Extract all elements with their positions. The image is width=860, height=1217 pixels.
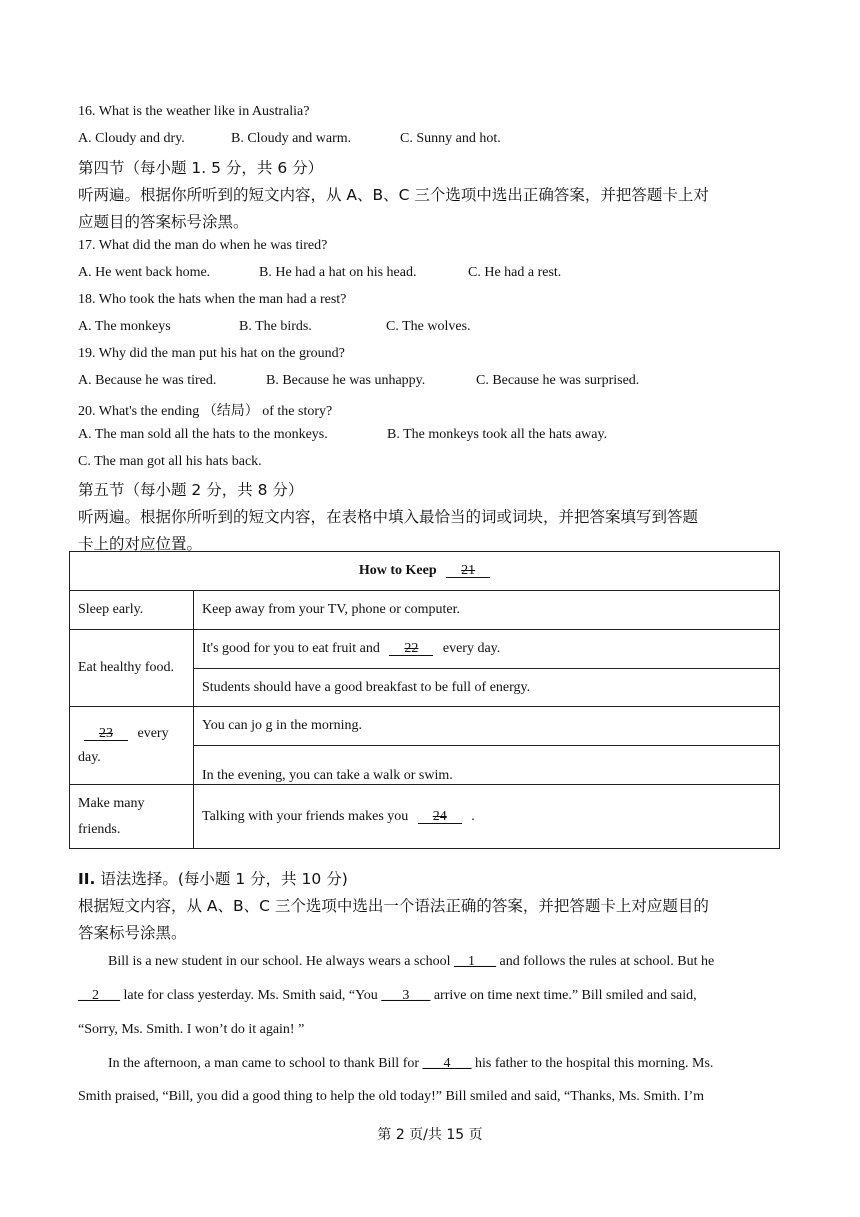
row3-left-text: every xyxy=(137,725,169,741)
q17-option-c: C. He had a rest. xyxy=(468,265,562,280)
section2-instruction-line2: 答案标号涂黑。 xyxy=(78,924,187,942)
section5-instruction-line2: 卡上的对应位置。 xyxy=(78,535,203,553)
q20-option-b: B. The monkeys took all the hats away. xyxy=(387,427,608,442)
q17-option-b: B. He had a hat on his head. xyxy=(259,265,417,280)
blank-22: 22 xyxy=(389,643,433,656)
blank-23: 23 xyxy=(84,728,128,741)
row3-right-a: You can jo g in the morning. xyxy=(194,707,780,746)
q16-stem: 16. What is the weather like in Australia? xyxy=(78,104,310,119)
section2-title-text: 语法选择。(每小题 1 分，共 10 分) xyxy=(95,870,348,888)
passage-text: and follows the rules at school. But he xyxy=(496,954,715,969)
q16-option-b: B. Cloudy and warm. xyxy=(231,131,352,146)
row3-right-b: In the evening, you can take a walk or swim. xyxy=(194,746,780,785)
row4-text: Talking with your friends makes you xyxy=(202,808,409,824)
q18-option-c: C. The wolves. xyxy=(386,319,471,334)
row4-left-text: Make many xyxy=(78,795,145,811)
q18-option-b: B. The birds. xyxy=(239,319,312,334)
passage-blank-2: __2___ xyxy=(78,988,120,1003)
passage-blank-3: ___3___ xyxy=(381,988,431,1003)
row3-left-text-2: day. xyxy=(78,749,101,765)
q16-option-a: A. Cloudy and dry. xyxy=(78,131,185,146)
section2-instruction-line1: 根据短文内容，从 A、B、C 三个选项中选出一个语法正确的答案，并把答题卡上对应题目的 xyxy=(78,897,709,915)
q17-option-a: A. He went back home. xyxy=(78,265,211,280)
section2-title xyxy=(78,867,348,889)
row2-right-a xyxy=(194,630,780,669)
row4-right xyxy=(194,785,780,849)
q19-stem: 19. Why did the man put his hat on the ground? xyxy=(78,346,345,361)
passage-line4 xyxy=(108,1056,713,1072)
row2a-text-end: every day. xyxy=(442,641,501,656)
passage-blank-4: ___4___ xyxy=(422,1056,472,1071)
passage-text: his father to the hospital this morning. Ms. xyxy=(471,1056,714,1071)
row1-left: Sleep early. xyxy=(70,591,194,630)
passage-text: Bill is a new student in our school. He always wears a school xyxy=(108,954,455,969)
passage-text: arrive on time next time.” Bill smiled and said, xyxy=(430,988,697,1003)
section5-instruction-line1: 听两遍。根据你所听到的短文内容，在表格中填入最恰当的词或词块，并把答案填写到答题 xyxy=(78,508,699,526)
table-title-text: How to Keep xyxy=(358,563,437,578)
row2a-text: It's good for you to eat fruit and xyxy=(202,641,380,656)
passage-line5: Smith praised, “Bill, you did a good thing to help the old today!” Bill smiled and said, “Thanks, Ms. Smith. I’m xyxy=(78,1089,705,1104)
section4-instruction-line1: 听两遍。根据你所听到的短文内容，从 A、B、C 三个选项中选出正确答案，并把答题卡上对 xyxy=(78,186,709,204)
q16-option-c: C. Sunny and hot. xyxy=(400,131,501,146)
row4-left-text-2: friends. xyxy=(78,821,121,837)
q19-option-b: B. Because he was unhappy. xyxy=(266,373,426,388)
row1-right: Keep away from your TV, phone or computer. xyxy=(194,591,780,630)
blank-24: 24 xyxy=(418,811,462,824)
passage-text: late for class yesterday. Ms. Smith said, “You xyxy=(120,988,382,1003)
section4-instruction-line2: 应题目的答案标号涂黑。 xyxy=(78,213,249,231)
row3-left xyxy=(70,707,194,785)
row4-left xyxy=(70,785,194,849)
section2-number: II. xyxy=(78,870,96,888)
q20-option-a: A. The man sold all the hats to the monkeys. xyxy=(78,427,328,442)
row2-left: Eat healthy food. xyxy=(70,630,194,707)
q20-option-c: C. The man got all his hats back. xyxy=(78,454,262,469)
blank-21: 21 xyxy=(446,565,490,578)
q18-option-a: A. The monkeys xyxy=(78,319,171,334)
passage-blank-1: __1___ xyxy=(454,954,497,969)
page-footer: 第 2 页/共 15 页 xyxy=(377,1127,483,1143)
row4-text-end: . xyxy=(471,808,475,824)
passage-text: In the afternoon, a man came to school to thank Bill for xyxy=(108,1056,423,1071)
passage-line2 xyxy=(78,988,697,1004)
passage-line1 xyxy=(108,954,714,970)
q19-option-a: A. Because he was tired. xyxy=(78,373,217,388)
row2-right-b: Students should have a good breakfast to be full of energy. xyxy=(194,669,780,707)
section5-title: 第五节（每小题 2 分，共 8 分） xyxy=(78,481,304,499)
section4-title: 第四节（每小题 1. 5 分，共 6 分） xyxy=(78,159,324,177)
fill-in-table xyxy=(69,551,780,849)
passage-line3: “Sorry, Ms. Smith. I won’t do it again! ” xyxy=(78,1022,305,1037)
q19-option-c: C. Because he was surprised. xyxy=(476,373,640,388)
q17-stem: 17. What did the man do when he was tired? xyxy=(78,238,328,253)
table-title xyxy=(70,552,780,591)
q20-stem: 20. What's the ending （结局） of the story? xyxy=(78,404,333,419)
q18-stem: 18. Who took the hats when the man had a rest? xyxy=(78,292,347,307)
